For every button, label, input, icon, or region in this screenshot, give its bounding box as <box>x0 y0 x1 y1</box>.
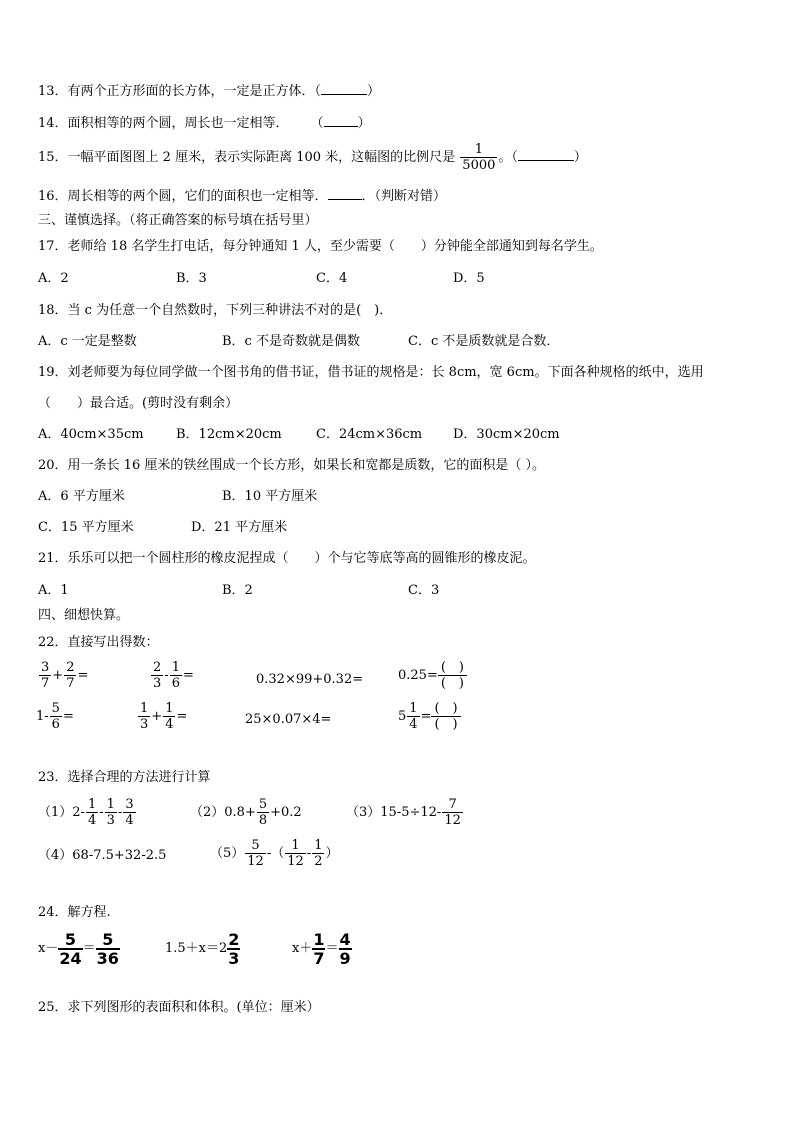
option-a[interactable]: A．6 平方厘米 <box>38 489 125 504</box>
option-a[interactable]: A．1 <box>38 583 69 598</box>
option-b[interactable]: B．3 <box>176 271 207 286</box>
expr-22-8: 5 $\frac{1}{4}$ = ( ) ( ) <box>398 701 461 732</box>
answer-fraction[interactable]: ( ) ( ) <box>438 660 467 691</box>
question-18-text: 18．当 c 为任意一个自然数时，下列三种讲法不对的是( )． <box>38 303 393 318</box>
option-c[interactable]: C．3 <box>408 583 440 598</box>
question-22-title: 22．直接写出得数： <box>38 635 159 650</box>
expr-22-4: 0.25= ( ) ( ) <box>398 660 467 691</box>
question-15-text: 15．一幅平面图图上 2 厘米，表示实际距离 100 米，这幅图的比例尺是 <box>38 150 456 165</box>
question-21-text: 21．乐乐可以把一个圆柱形的橡皮泥捏成（ ）个与它等底等高的圆锥形的橡皮泥。 <box>38 551 536 566</box>
expr-23-4: （4）68-7.5+32-2.5 <box>38 848 167 863</box>
equation-3: x＋ $\frac{1}{7}$ ＝ $\frac{4}{9}$ <box>292 929 351 968</box>
equation-1: x－ $\frac{5}{24}$ ＝ $\frac{5}{36}$ <box>38 929 119 968</box>
option-c[interactable]: C．4 <box>316 271 348 286</box>
option-b[interactable]: B．10 平方厘米 <box>222 489 318 504</box>
answer-fraction[interactable]: ( ) ( ) <box>431 701 460 732</box>
answer-blank[interactable] <box>328 187 362 200</box>
expr-22-3: 0.32×99+0.32= <box>256 672 364 687</box>
option-c[interactable]: C．24cm×36cm <box>316 427 423 442</box>
question-20-text: 20．用一条长 16 厘米的铁丝围成一个长方形，如果长和宽都是质数，它的面积是（ ）。 <box>38 458 545 473</box>
expr-22-2: $\frac{2}{3}$ - $\frac{1}{6}$ = <box>153 660 194 691</box>
option-a[interactable]: A．2 <box>38 271 69 286</box>
question-19-text: 19．刘老师要为每位同学做一个图书角的借书证，借书证的规格是：长 8cm，宽 6cm。下面各种规格的纸中，选用 <box>38 365 704 380</box>
question-16-text: 16．周长相等的两个圆，它们的面积也一定相等． <box>38 189 328 204</box>
question-19-text-2: （ ）最合适。(剪时没有剩余） <box>38 396 239 411</box>
scale-fraction: $\frac{1}{5000}$ <box>462 142 496 173</box>
question-13: 13．有两个正方形面的长方体，一定是正方体．（ ） <box>38 84 381 99</box>
expr-22-7: 25×0.07×4= <box>245 712 332 727</box>
option-b[interactable]: B．c 不是奇数就是偶数 <box>222 334 360 349</box>
answer-blank[interactable] <box>321 82 367 95</box>
expr-23-5: （5） $\frac{5}{12}$ -（ $\frac{1}{12}$ - $\frac{1}{2}$ ） <box>210 838 339 869</box>
answer-blank[interactable] <box>518 148 574 161</box>
option-a[interactable]: A．40cm×35cm <box>38 427 144 442</box>
section-4-heading: 四、细想快算。 <box>38 608 130 623</box>
question-17-text: 17．老师给 18 名学生打电话，每分钟通知 1 人，至少需要（ ）分钟能全部通知到每名学生。 <box>38 239 603 254</box>
question-24-title: 24．解方程. <box>38 905 111 920</box>
option-c[interactable]: C．15 平方厘米 <box>38 520 134 535</box>
expr-22-6: $\frac{1}{3}$ + $\frac{1}{4}$ = <box>140 701 188 732</box>
section-3-heading: 三、谨慎选择。（将正确答案的标号填在括号里） <box>38 213 318 228</box>
question-16: 16．周长相等的两个圆，它们的面积也一定相等． ．（判断对错） <box>38 189 447 204</box>
option-d[interactable]: D．30cm×20cm <box>453 427 560 442</box>
option-a[interactable]: A．c 一定是整数 <box>38 334 137 349</box>
question-13-text: 13．有两个正方形面的长方体，一定是正方体．（ <box>38 84 322 99</box>
answer-blank[interactable] <box>324 114 358 127</box>
expr-23-2: （2）0.8+ $\frac{5}{8}$ +0.2 <box>190 797 302 828</box>
option-c[interactable]: C．c 不是质数就是合数． <box>408 334 560 349</box>
option-b[interactable]: B．2 <box>222 583 253 598</box>
question-25-text: 25．求下列图形的表面积和体积。(单位：厘米） <box>38 1000 320 1015</box>
question-14-text: 14．面积相等的两个圆，周长也一定相等． <box>38 116 289 131</box>
expr-22-5: 1- $\frac{5}{6}$ = <box>36 701 74 732</box>
equation-2: 1.5＋x＝2 $\frac{2}{3}$ <box>165 929 240 968</box>
question-23-title: 23．选择合理的方法进行计算 <box>38 770 211 785</box>
expr-23-1: （1）2- $\frac{1}{4}$ - $\frac{1}{3}$ - $\frac{3}{4}$ <box>38 797 134 828</box>
expr-22-1: $\frac{3}{7}$ + $\frac{2}{7}$ = <box>41 660 89 691</box>
option-d[interactable]: D．5 <box>453 271 485 286</box>
expr-23-3: （3）15-5÷12- $\frac{7}{12}$ <box>346 797 461 828</box>
option-b[interactable]: B．12cm×20cm <box>176 427 282 442</box>
question-15: 15．一幅平面图图上 2 厘米，表示实际距离 100 米，这幅图的比例尺是 $\frac{1}{5000}$ 。（ ） <box>38 142 587 173</box>
question-14: 14．面积相等的两个圆，周长也一定相等． （ ） <box>38 116 371 131</box>
option-d[interactable]: D．21 平方厘米 <box>191 520 288 535</box>
